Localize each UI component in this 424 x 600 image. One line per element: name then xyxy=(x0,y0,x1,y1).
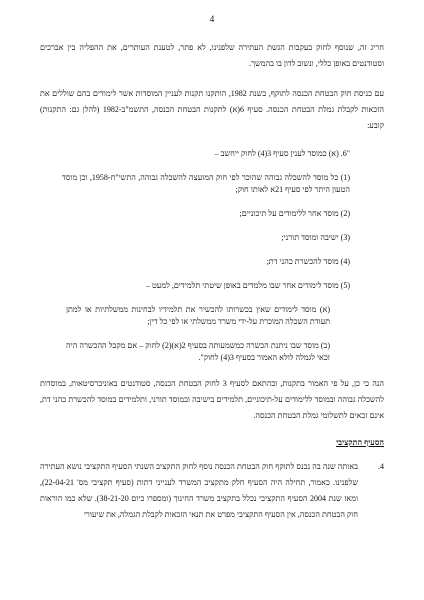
paragraph-number: 4. xyxy=(378,462,384,471)
page-number: 4 xyxy=(209,14,215,24)
quote-item: (2) מוסד אחר ללימודים על תיכוניים; xyxy=(239,209,350,218)
paragraph-text: הנה כי כן, על פי האמור בתקנות, ובהתאם לסעיף 3 לחוק הבטחת הכנסה, סטודנטים באוניברסיטאות, במוסדות להשכלה גבוהה ובמוסד ללימודים על-תיכוניים, תלמידים בישיבה ובמוסד תורני, ותלמידים במוסד להכשרת כהני דת, אינם זכאים לתשלומי גמלת הבטחת הכנסה. xyxy=(40,379,384,420)
paragraph-text: עם כניסת חוק הבטחת הכנסה לתוקף, בשנת 1982, הותקנו תקנות לעניין המוסדות אשר לימודים בהם שוללים את הזכאות לקבלת גמלת הבטחת הכנסה. סעיף 6(א) לתקנות הבטחת הכנסה, התשמ"ב-1982 (להלן גם: התקנות) קובע: xyxy=(40,89,384,130)
paragraph-text: חריג זה, שנוסף לחוק בעקבות הגשת העתירה שלפנינו, לא פתר, לטענת העותרים, את ההפליה בין אברכים וסטודנטים באופן כללי, ונשוב לדון בו בהמשך. xyxy=(40,43,384,68)
numbered-paragraph xyxy=(40,459,384,523)
paragraph-text: באותה שנה בה נכנס לתוקף חוק הבטחת הכנסה נוסף לחוק התקציב השנתי הסעיף התקציבי נושא העתירה שלפנינו. כאמור, תחילה היה הסעיף חלק מתקציב המשרד לענייני דתות (סעיף תקציבי מס' 22-04-21), ומאז שנת 2004 הסעיף התקציבי נכלל בתקציב משרד החינוך (ומספרו כיום 38-21-20). שלא כמו הוראות חוק הבטחת הכנסה, אין הסעיף התקציבי מפרט את תנאי הזכאות לקבלת הגמלה, את שיעורי xyxy=(40,462,359,519)
quote-item: (4) מוסד להכשרת כהני דת; xyxy=(266,257,350,266)
quote-item: (1) כל מוסד להשכלה גבוהה שהוכר לפי חוק המועצה להשכלה גבוהה, התשי"ח-1958, וכן מוסד הטעון היתר לפי סעיף 21א לאותו חוק; xyxy=(62,173,350,194)
quote-subitem: (א) מוסד לימודים שאין בכשרותו להכשיר את תלמידיו לבחינות ממשלתיות או למתן תעודת השכלה המוכרת על-ידי משרד ממשלתי או לפי כל דין; xyxy=(66,305,330,326)
quote-item: (3) ישיבה ומוסד תורני; xyxy=(281,233,350,242)
quote-subitem: (ב) מוסד שבו ניתנת הכשרה כמשמעותה בסעיף 2(א)(2) לחוק – אם מקבל ההכשרה היה זכאי לגמלה לולא האמור בסעיף 3(4) לחוק". xyxy=(66,341,330,362)
summary-paragraph xyxy=(40,376,384,424)
section-heading: הסעיף התקציבי xyxy=(336,438,384,447)
quote-heading: "6. (א) כמוסד לענין סעיף 3(4) לחוק ייחשב – xyxy=(214,149,350,158)
regulations-paragraph xyxy=(40,86,384,134)
quote-item: (5) מוסד לימודים אחר שבו מלמדים באופן שיטתי תלמידים, למעט – xyxy=(145,281,350,290)
intro-paragraph xyxy=(40,40,384,72)
regulation-quote xyxy=(62,148,350,364)
